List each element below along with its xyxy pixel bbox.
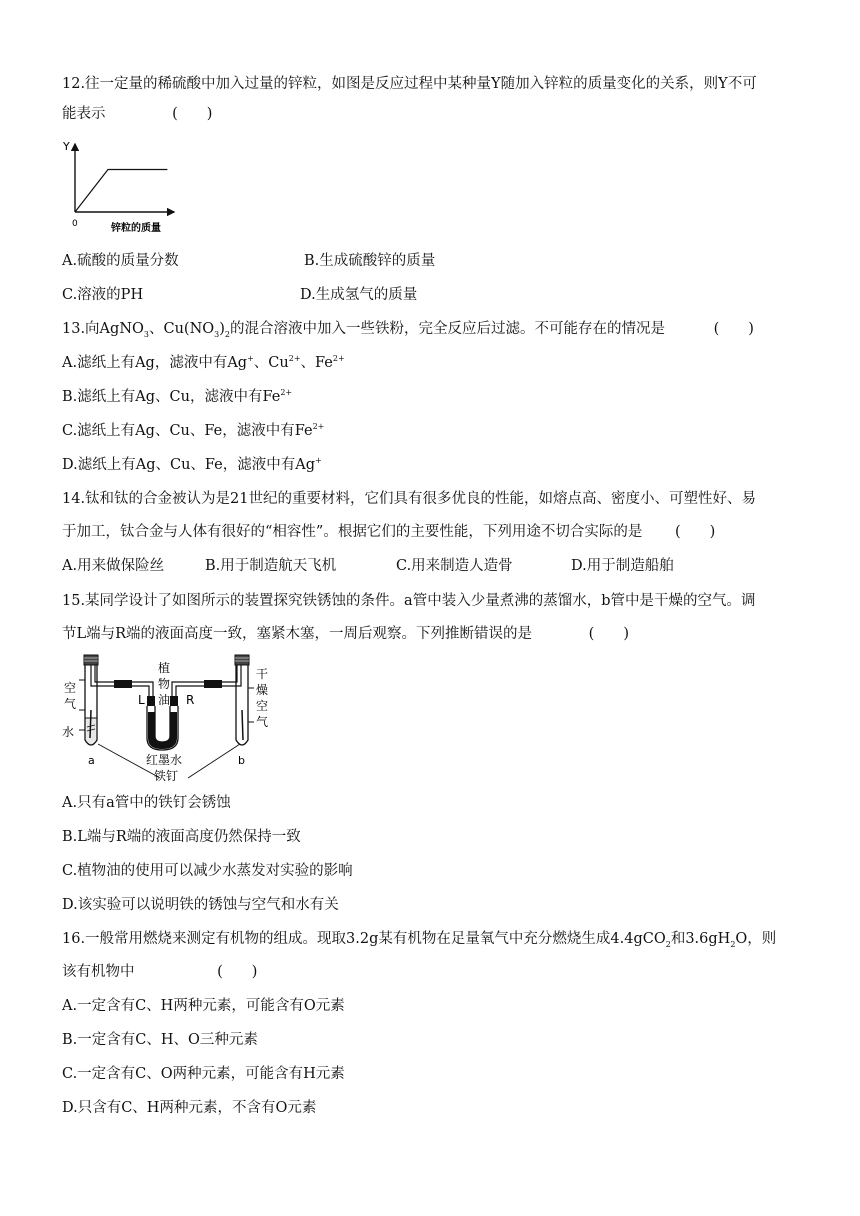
- right-stopper: [235, 655, 249, 665]
- q16-subscript: 2: [730, 939, 736, 949]
- q14-option-c: C.用来制造人造骨: [396, 558, 513, 574]
- q13-option-a-text: A.滤纸上有Ag，滤液中有Ag: [62, 355, 248, 371]
- q12-origin-label: 0: [72, 219, 78, 229]
- q12-x-label: 锌粒的质量: [111, 223, 161, 234]
- q16-stem-line2: [62, 962, 257, 982]
- q12-stem-line2: [62, 104, 212, 124]
- q15-option-a: A.只有a管中的铁钉会锈蚀: [62, 795, 231, 811]
- q13-superscript: 2+: [312, 422, 325, 432]
- q15-option-c: C.植物油的使用可以减少水蒸发对实验的影响: [62, 863, 353, 879]
- q13-superscript: +: [247, 354, 254, 364]
- q14-answer-bracket: ( ): [674, 524, 716, 540]
- q13-option-d-text: D.滤纸上有Ag、Cu、Fe，滤液中有Ag: [62, 457, 316, 473]
- q12-answer-bracket: ( ): [172, 106, 213, 122]
- left-stopper: [84, 655, 98, 665]
- q13-stem-part: 的混合溶液中加入一些铁粉，完全反应后过滤。不可能存在的情况是: [230, 321, 666, 337]
- q12-graph: [60, 138, 180, 238]
- u-tube-right-arm-joint: [170, 696, 178, 706]
- q14-option-d: D.用于制造船舶: [571, 558, 674, 574]
- q13-stem-part: ): [219, 321, 225, 337]
- q13-stem-part: 13.向AgNO: [62, 321, 144, 337]
- q16-option-d: D.只含有C、H两种元素，不含有O元素: [62, 1100, 317, 1116]
- label-air-left-2: 气: [64, 697, 77, 711]
- label-dry-air-2: 燥: [256, 683, 269, 697]
- label-red-ink: 红墨水: [146, 753, 183, 767]
- q12-y-label: Y: [63, 140, 70, 153]
- q14-stem-text: 于加工，钛合金与人体有很好的“相容性”。根据它们的主要性能，下列用途不切合实际的是: [62, 524, 643, 540]
- q15-option-d: D.该实验可以说明铁的锈蚀与空气和水有关: [62, 897, 339, 913]
- q13-option-c-text: C.滤纸上有Ag、Cu、Fe，滤液中有Fe: [62, 423, 313, 439]
- left-rubber-joint: [114, 680, 132, 688]
- iron-nail-a: [90, 710, 91, 738]
- q13-option-c: [62, 421, 324, 441]
- label-tube-a: a: [88, 754, 95, 767]
- red-ink: [148, 712, 177, 749]
- q15-stem-line2: [62, 624, 629, 644]
- q13-subscript: 2: [224, 329, 231, 339]
- label-oil-1: 植: [158, 661, 171, 675]
- label-L: L: [138, 693, 145, 707]
- q14-option-b: B.用于制造航天飞机: [205, 558, 337, 574]
- q15-stem-line1: 15.某同学设计了如图所示的装置探究铁锈蚀的条件。a管中装入少量煮沸的蒸馏水，b管中是干燥的空气。调: [62, 593, 756, 609]
- label-R: R: [186, 693, 195, 707]
- q15-answer-bracket: ( ): [588, 626, 629, 642]
- q13-superscript: 2+: [288, 354, 301, 364]
- label-dry-air-3: 空: [256, 699, 269, 713]
- q12-stem-text: 能表示: [62, 106, 106, 122]
- q12-option-b: B.生成硫酸锌的质量: [304, 253, 436, 269]
- q15-apparatus: [58, 652, 288, 784]
- q13-stem: [62, 319, 754, 339]
- q15-option-b: B.L端与R端的液面高度仍然保持一致: [62, 829, 301, 845]
- q16-option-b: B.一定含有C、H、O三种元素: [62, 1032, 258, 1048]
- q16-stem-part: 16.一般常用燃烧来测定有机物的组成。现取3.2g某有机物在足量氧气中充分燃烧生成4.4gCO: [62, 931, 666, 947]
- u-tube-left-arm-joint: [147, 696, 155, 706]
- right-rubber-joint: [204, 680, 222, 688]
- q12-option-d: D.生成氢气的质量: [300, 287, 418, 303]
- label-water: 水: [62, 725, 75, 739]
- label-air-left-1: 空: [64, 681, 77, 695]
- q16-answer-bracket: ( ): [217, 964, 258, 980]
- q16-stem-text: 该有机物中: [62, 964, 135, 980]
- q13-superscript: +: [315, 456, 322, 466]
- q15-stem-text: 节L端与R端的液面高度一致，塞紧木塞，一周后观察。下列推断错误的是: [62, 626, 533, 642]
- q16-option-c: C.一定含有C、O两种元素，可能含有H元素: [62, 1066, 345, 1082]
- q14-stem-line1: 14.钛和钛的合金被认为是21世纪的重要材料，它们具有很多优良的性能，如熔点高、密度小、可塑性好、易: [62, 491, 757, 507]
- q13-option-b: [62, 387, 292, 407]
- q13-option-d: [62, 455, 322, 475]
- q16-stem-part: 和3.6gH: [670, 931, 731, 947]
- q12-option-c: C.溶液的PH: [62, 287, 144, 303]
- q14-option-a: A.用来做保险丝: [62, 558, 165, 574]
- label-dry-air-1: 干: [256, 667, 269, 681]
- test-tube-b: [236, 665, 248, 745]
- q13-option-a: [62, 353, 345, 373]
- q13-option-b-text: B.滤纸上有Ag、Cu，滤液中有Fe: [62, 389, 281, 405]
- q12-stem-line1: 12.往一定量的稀硫酸中加入过量的锌粒，如图是反应过程中某种量Y随加入锌粒的质量变化的关系，则Y不可: [62, 76, 757, 92]
- q13-stem-part: 、Cu(NO: [148, 321, 215, 337]
- q13-subscript: 3: [214, 329, 220, 339]
- label-dry-air-4: 气: [256, 715, 269, 729]
- label-oil-3: 油: [158, 693, 171, 707]
- q13-answer-bracket: ( ): [713, 321, 754, 337]
- label-oil-2: 物: [158, 677, 171, 691]
- q14-stem-line2: [62, 522, 715, 542]
- q16-stem-part: O，则: [735, 931, 777, 947]
- q16-subscript: 2: [665, 939, 671, 949]
- q12-option-a: A.硫酸的质量分数: [62, 253, 179, 269]
- q12-curve: [75, 170, 167, 213]
- q13-option-a-text: 、Fe: [300, 355, 333, 371]
- q13-superscript: 2+: [280, 388, 293, 398]
- label-tube-b: b: [238, 754, 245, 767]
- q13-option-a-text: 、Cu: [253, 355, 289, 371]
- q13-subscript: 3: [143, 329, 149, 339]
- label-iron-nail: 铁钉: [154, 769, 179, 783]
- q13-superscript: 2+: [332, 354, 345, 364]
- q16-option-a: A.一定含有C、H两种元素，可能含有O元素: [62, 998, 345, 1014]
- q16-stem-line1: [62, 929, 776, 949]
- iron-nail-b: [242, 710, 243, 740]
